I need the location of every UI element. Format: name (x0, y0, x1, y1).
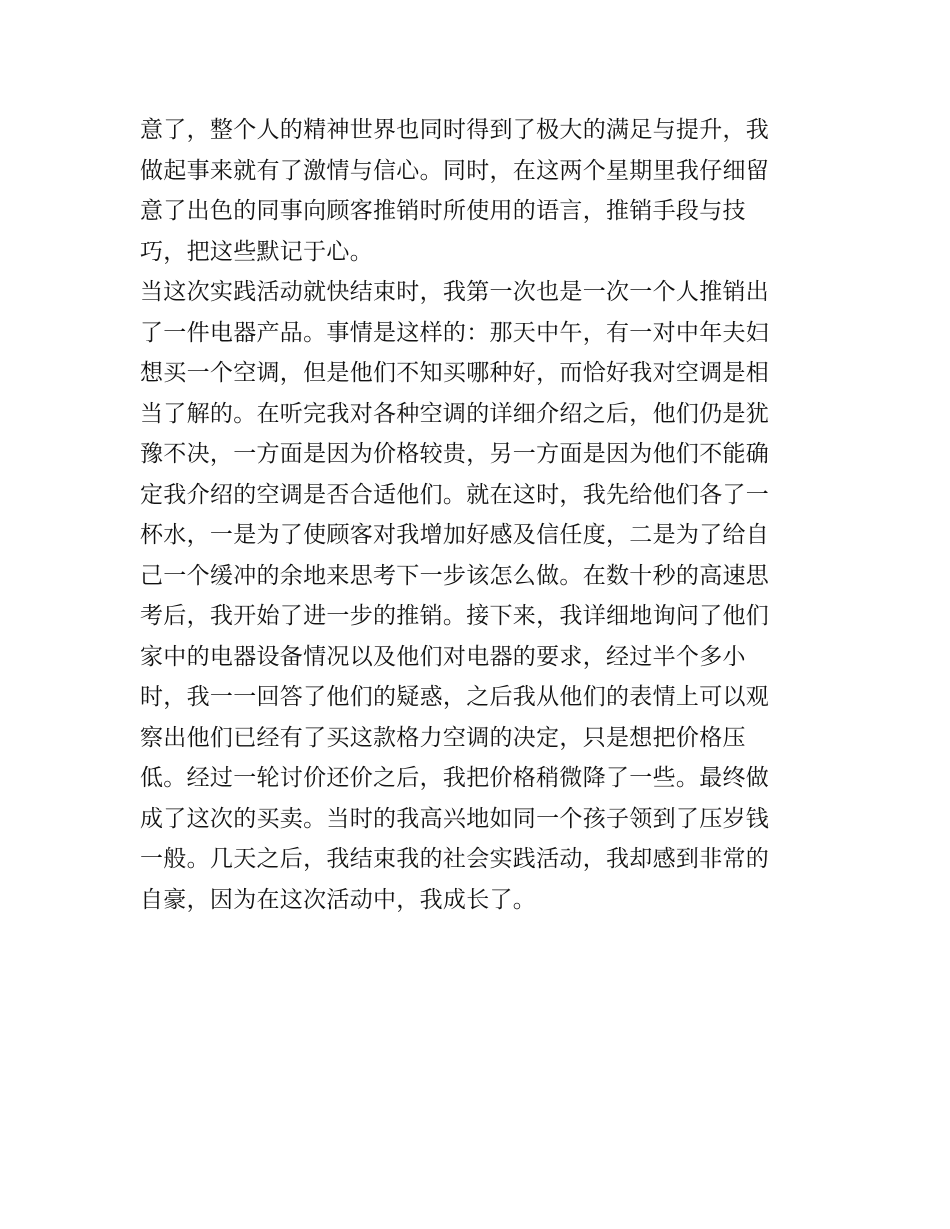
body-text (140, 110, 820, 920)
text-line: 当这次实践活动就快结束时，我第一次也是一次一个人推销出 (140, 279, 770, 305)
text-line: 一般。几天之后，我结束我的社会实践活动，我却感到非常的 (140, 846, 770, 872)
text-line: 当了解的。在听完我对各种空调的详细介绍之后，他们仍是犹 (140, 400, 770, 427)
text-line: 杯水，一是为了使顾客对我增加好感及信任度，二是为了给自 (140, 522, 770, 548)
text-line: 成了这次的买卖。当时的我高兴地如同一个孩子领到了压岁钱 (140, 805, 770, 832)
text-line: 时，我一一回答了他们的疑惑，之后我从他们的表情上可以观 (140, 684, 770, 710)
text-line: 想买一个空调，但是他们不知买哪种好，而恰好我对空调是相 (140, 360, 770, 386)
text-line: 自豪，因为在这次活动中，我成长了。 (140, 886, 537, 913)
text-line: 了一件电器产品。事情是这样的：那天中午，有一对中年夫妇 (140, 319, 770, 346)
text-line: 考后，我开始了进一步的推销。接下来，我详细地询问了他们 (140, 603, 770, 629)
text-line: 己一个缓冲的余地来思考下一步该怎么做。在数十秒的高速思 (140, 562, 770, 589)
text-line: 豫不决，一方面是因为价格较贵，另一方面是因为他们不能确 (140, 441, 770, 467)
text-line: 察出他们已经有了买这款格力空调的决定，只是想把价格压 (140, 724, 746, 751)
text-line: 定我介绍的空调是否合适他们。就在这时，我先给他们各了一 (140, 481, 770, 508)
text-line: 低。经过一轮讨价还价之后，我把价格稍微降了一些。最终做 (140, 765, 770, 791)
text-line: 意了出色的同事向顾客推销时所使用的语言，推销手段与技 (140, 198, 746, 224)
text-line: 巧，把这些默记于心。 (140, 238, 373, 265)
text-line: 做起事来就有了激情与信心。同时，在这两个星期里我仔细留 (140, 157, 770, 184)
text-line: 家中的电器设备情况以及他们对电器的要求，经过半个多小 (140, 643, 746, 670)
text-line: 意了，整个人的精神世界也同时得到了极大的满足与提升，我 (140, 117, 770, 143)
